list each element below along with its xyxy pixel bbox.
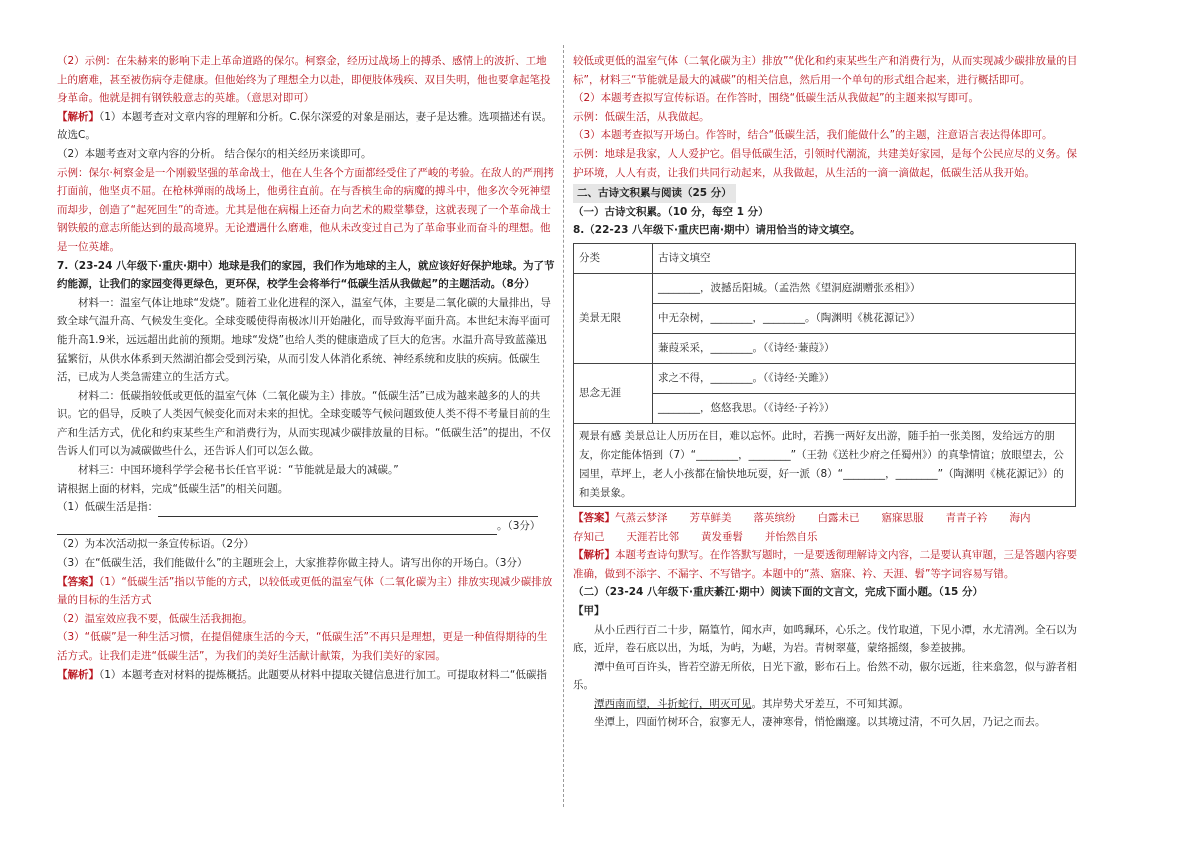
- passage-text: 。其岸势犬牙差互，不可知其源。: [751, 697, 909, 710]
- instruction: 请根据上面的材料，完成“低碳生活”的相关问题。: [57, 482, 289, 495]
- answer-blank-line[interactable]: [158, 502, 538, 517]
- answer-2: （2）温室效应我不要，低碳生活我拥抱。: [57, 612, 253, 625]
- passage-paragraph: 坐潭上，四面竹树环合，寂寥无人，凄神寒骨，悄怆幽邃。以其境过清，不可久居，乃记之而去。: [594, 716, 1046, 729]
- underlined-sentence: 潭西南而望，斗折蛇行，明灭可见: [594, 697, 752, 710]
- analysis-tag: 【解析】: [573, 549, 615, 562]
- question-8-title: 8.（22-23 八年级下·重庆巴南·期中）请用恰当的诗文填空。: [573, 224, 861, 237]
- table-header-poem: 古诗文填空: [653, 243, 1076, 273]
- passage-paragraph: [573, 695, 1078, 714]
- subsection-1: （一）古诗文积累。（10 分，每空 1 分）: [573, 205, 769, 218]
- question-1: [57, 498, 557, 517]
- answer-item: 海内: [1009, 511, 1031, 524]
- answer-item: 落英缤纷: [753, 511, 796, 524]
- passage-paragraph: 从小丘西行百二十步，隔篁竹，闻水声，如鸣珮环，心乐之。伐竹取道，下见小潭，水尤清冽。全石以为底，近岸，卷石底以出，为坻，为屿，为嵁，为岩。青树翠蔓，蒙络摇缀，参差披拂。: [573, 623, 1077, 655]
- section-heading: 二、古诗文积累与阅读（25 分）: [573, 184, 736, 203]
- answer-paragraph: （2）示例：在朱赫来的影响下走上革命道路的保尔。柯察金，经历过战场上的搏杀、感情上的波折、工地上的磨难，甚至被伤病夺走健康。但他始终为了理想全力以赴，即便肢体残疾、双目失明，他也要拿起笔投身革命。他就是拥有钢铁般意志的英雄。（意思对即可）: [57, 55, 551, 105]
- table-row: [574, 363, 1076, 393]
- fill-blank-cell[interactable]: 求之不得，________。（《诗经·关雎》）: [653, 363, 1076, 393]
- question-3: （3）在“低碳生活，我们能做什么”的主题班会上，大家推荐你做主持人。请写出你的开场白。（3分）: [57, 557, 528, 570]
- table-header-row: [574, 243, 1076, 273]
- column-divider: [563, 45, 564, 807]
- fill-blank-cell[interactable]: 蒹葭采采，________。（《诗经·蒹葭》）: [653, 333, 1076, 363]
- category-longing: 思念无涯: [574, 363, 653, 423]
- subsection-2: （二）（23-24 八年级下·重庆綦江·期中）阅读下面的文言文，完成下面小题。（15 分）: [573, 586, 983, 599]
- answer-1: [57, 573, 557, 610]
- table-row: [574, 273, 1076, 303]
- passage-label: 【甲】: [573, 604, 605, 617]
- answer-1-text: （1）“低碳生活”指以节能的方式，以较低或更低的温室气体（二氧化碳为主）排放实现减少碳排放量的目标的生活方式: [57, 575, 553, 607]
- question-1-score: 。（3分）: [497, 519, 541, 532]
- answers-row-2: [573, 528, 1078, 547]
- example-3: 示例：地球是我家，人人爱护它。倡导低碳生活，引领时代潮流，共建美好家园，是每个公民应尽的义务。保护环境，人人有责，让我们共同行动起来，从我做起，从生活的一滴一滴做起，低碳生活从我开始。: [573, 147, 1077, 179]
- analysis-1-text: （1）本题考查对材料的提炼概括。此题要从材料中提取关键信息进行加工。可提取材料二“低碳指: [99, 668, 547, 681]
- analysis-paragraph-2: （2）本题考查对文章内容的分析。 结合保尔的相关经历来谈即可。: [57, 147, 372, 160]
- analysis-text: （1）本题考查对文章内容的理解和分析。C.保尔深爱的对象是丽达，妻子是达雅。选项描述有误。故选C。: [57, 110, 553, 142]
- left-column: [57, 52, 557, 684]
- answer-item: 芳草鲜美: [689, 511, 732, 524]
- answer-item: 白露未已: [817, 511, 860, 524]
- answer-item: 寤寐思服: [881, 511, 924, 524]
- question-2: （2）为本次活动拟一条宣传标语。（2分）: [57, 538, 255, 551]
- analysis-poem-text: 本题考查诗句默写。在作答默写题时，一是要透彻理解诗文内容，二是要认真审题，三是答题内容要准确，做到不添字、不漏字、不写错字。本题中的“蒸、寤寐、衿、天涯、髫”等字词容易写错。: [573, 549, 1077, 580]
- analysis-poem: [573, 546, 1078, 583]
- table-header-category: 分类: [574, 243, 653, 273]
- fill-blank-paragraph[interactable]: 观景有感 美景总让人历历在目，难以忘怀。此时，若携一两好友出游，随手拍一张美图，发给远方的朋友，你定能体悟到（7）“________，________”（王勃《送杜少府之任蜀州》）的真挚情谊；放眼望去，公园里，草坪上，老人小孩都在愉快地玩耍，好一派（8）“________，________”（陶渊明《桃花源记》）的和美景象。: [574, 423, 1076, 506]
- answer-item: 并怡然自乐: [765, 530, 818, 543]
- answer-item: 黄发垂髫: [701, 530, 743, 543]
- answer-item: 青青子衿: [945, 511, 988, 524]
- question-7-title: 7.（23-24 八年级下·重庆·期中）地球是我们的家园，我们作为地球的主人，就应该好好保护地球。为了节约能源，让我们的家园变得更绿色，更环保，校学生会将举行“低碳生活从我做起”的主题活动。（8分）: [57, 259, 555, 291]
- material-2: 材料二：低碳指较低或更低的温室气体（二氧化碳为主）排放。“低碳生活”已成为越来越多的人的共识。它的倡导，反映了人类因气候变化而对未来的担忧。全球变暖等气候问题致使人类不得不考量目前的生产和生活方式，优化和约束某些生产和消费行为，从而实现减少碳排放量的目标。“低碳生活”的提出，不仅告诉人们可以为减碳做些什么，还告诉人们可以怎么做。: [57, 389, 551, 458]
- answers-row: [573, 509, 1078, 528]
- answer-3: （3）“低碳”是一种生活习惯，在提倡健康生活的今天，“低碳生活”不再只是理想，更是一种值得期待的生活方式。让我们走进“低碳生活”，为我们的美好生活献计献策，为我们美好的家园。: [57, 631, 548, 662]
- fill-blank-cell[interactable]: 中无杂树，________，________。（陶渊明《桃花源记》）: [653, 303, 1076, 333]
- answer-tag: 【答案】: [57, 575, 99, 588]
- analysis-paragraph: [57, 108, 557, 145]
- right-column: [573, 52, 1078, 732]
- question-1-label: （1）低碳生活是指：: [57, 501, 159, 514]
- passage-paragraph: 潭中鱼可百许头，皆若空游无所依，日光下澈，影布石上。佁然不动，俶尔远逝，往来翕忽，似与游者相乐。: [573, 660, 1077, 692]
- analysis-2: （2）本题考查拟写宣传标语。在作答时，围绕“低碳生活从我做起”的主题来拟写即可。: [573, 92, 980, 105]
- answer-blank-line[interactable]: [57, 520, 497, 535]
- fill-blank-cell[interactable]: ________，波撼岳阳城。（孟浩然《望洞庭湖赠张丞相》）: [653, 273, 1076, 303]
- answer-item: 气蒸云梦泽: [615, 511, 668, 524]
- table-row: [574, 423, 1076, 506]
- analysis-3: （3）本题考查拟写开场白。作答时，结合“低碳生活，我们能做什么”的主题，注意语言表达得体即可。: [573, 129, 1053, 142]
- answer-item: 天涯若比邻: [626, 530, 679, 543]
- material-3: 材料三：中国环境科学学会秘书长任官平说：“节能就是最大的减碳。”: [78, 464, 399, 477]
- material-1: 材料一：温室气体让地球“发烧”。随着工业化进程的深入，温室气体，主要是二氧化碳的大量排出，导致全球气温升高、气候发生变化。全球变暖使得南极冰川开始融化，而导致海平面升高。本世纪末海平面可能升高1.9米，远远超出此前的预期。地球“发烧”也给人类的健康造成了巨大的危害。水温升高导致蓝藻迅猛繁衍，从供水体系到天然湖泊都会受到污染，从而引发人体消化系统、神经系统和皮肤的疾病。低碳生活，已成为人类急需建立的生活方式。: [57, 296, 551, 384]
- fill-blank-cell[interactable]: ________，悠悠我思。（《诗经·子衿》）: [653, 393, 1076, 423]
- analysis-continued: 较低或更低的温室气体（二氧化碳为主）排放”“优化和约束某些生产和消费行为，从而实现减少碳排放量的目标”，材料三“节能就是最大的减碳”的相关信息，然后用一个单句的形式组合起来，进行概括即可。: [573, 55, 1078, 86]
- category-scenery: 美景无限: [574, 273, 653, 363]
- poem-table: [573, 243, 1076, 507]
- example-2: 示例：低碳生活，从我做起。: [573, 110, 710, 123]
- answer-item: 存知己: [573, 530, 605, 543]
- question-1-line2: [57, 517, 557, 536]
- analysis-tag: 【解析】: [57, 110, 99, 123]
- answer-tag: 【答案】: [573, 511, 615, 524]
- example-paragraph: 示例：保尔·柯察金是一个刚毅坚强的革命战士，他在人生各个方面都经受住了严峻的考验。在敌人的严刑拷打面前，他坚贞不屈。在枪林弹雨的战场上，他勇往直前。在与香槟生命的病魔的搏斗中，他多次令死神望而却步，创造了“起死回生”的奇迹。尤其是他在病榻上还奋力向艺术的殿堂攀登，这就表现了一个革命战士钢铁般的意志所能达到的最高境界。无论遭遇什么磨难，他从未改变过自己为了革命事业而奋斗的理想。他是一位英雄。: [57, 166, 554, 253]
- analysis-1: [57, 666, 557, 685]
- analysis-tag: 【解析】: [57, 668, 99, 681]
